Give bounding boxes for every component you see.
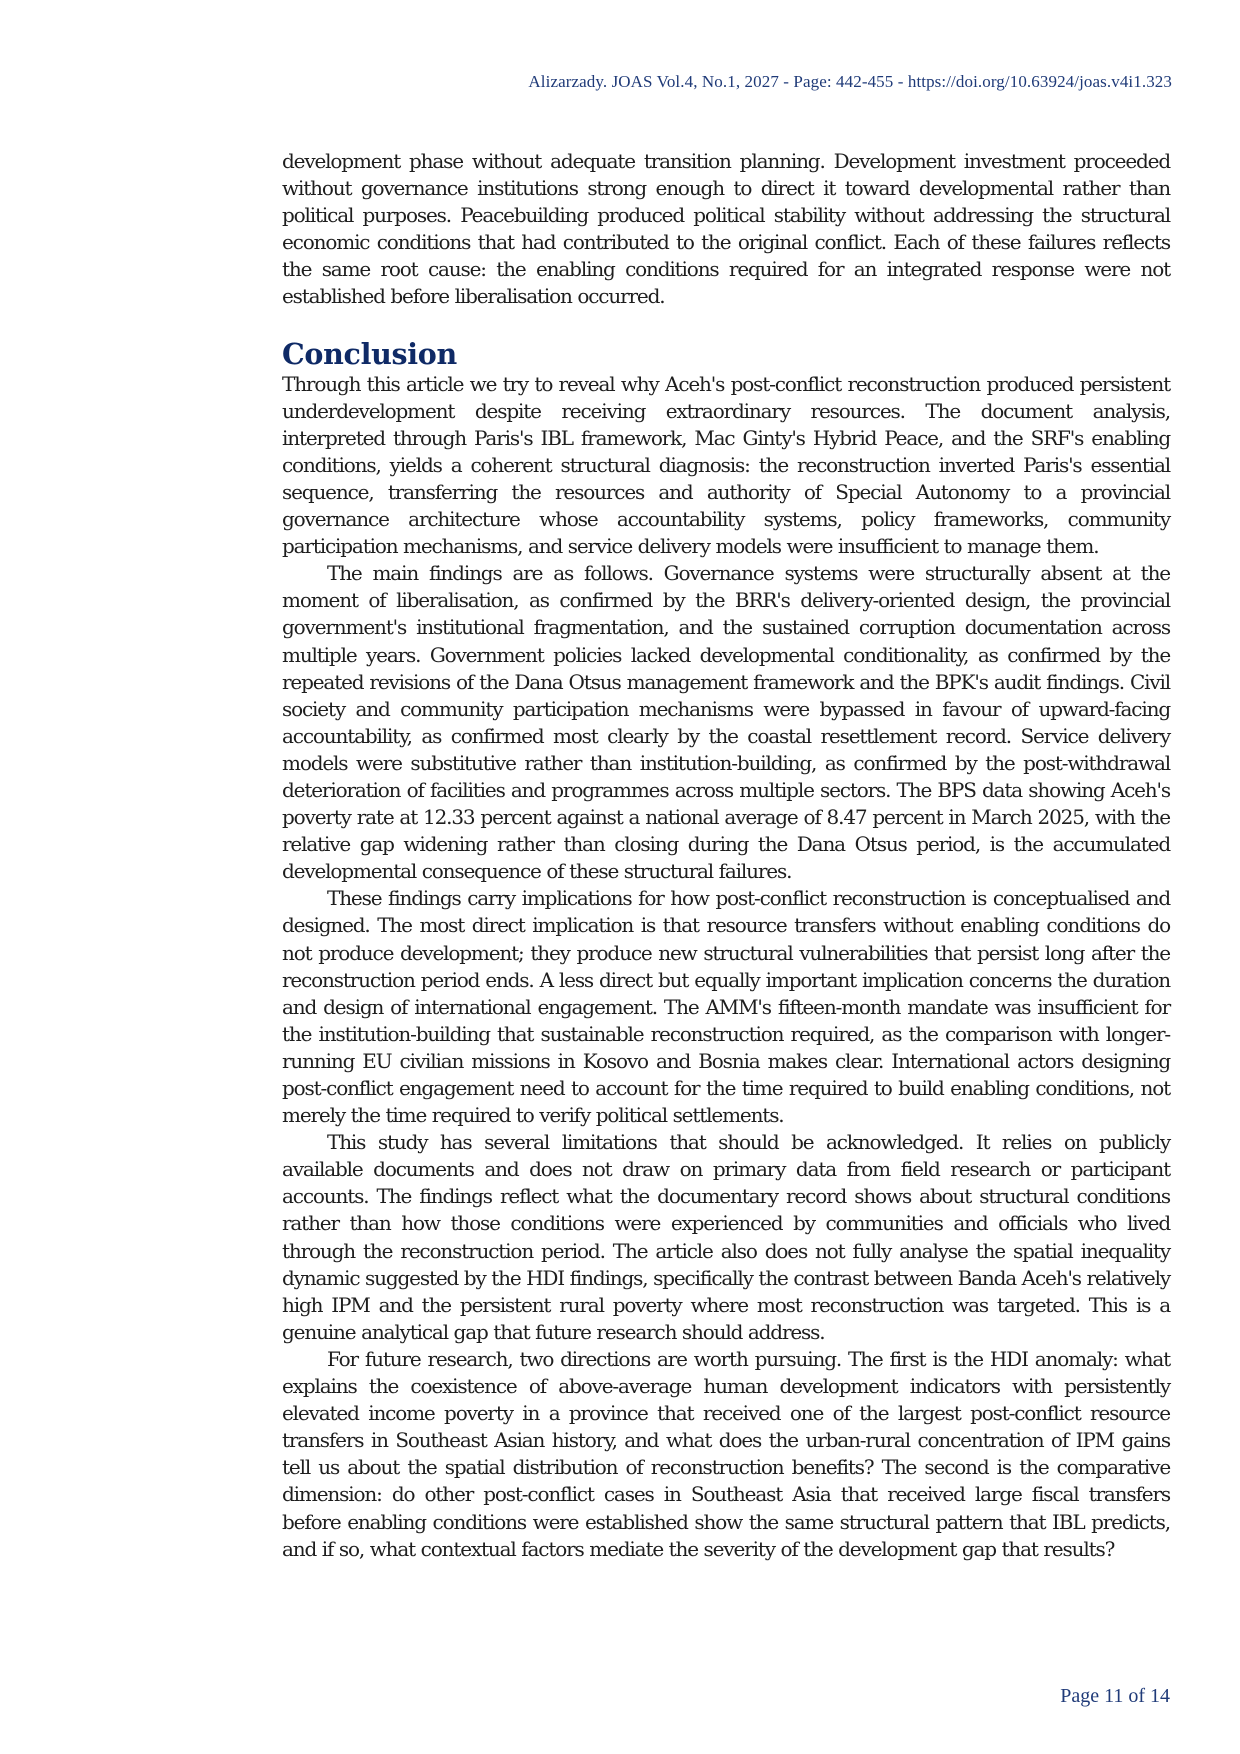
conclusion-paragraph-1: Through this article we try to reveal why Aceh's post-conflict reconstruction produced persistent underdevelopment despite receiving extraordinary resources. The document analysis, interpreted through Paris's IBL framework, Mac Ginty's Hybrid Peace, and the SRF's enabling conditions, yields a coherent structural diagnosis: the reconstruction inverted Paris's essential sequence, transferring the resources and authority of Special Autonomy to a provincial governance architecture whose accountability systems, policy frameworks, community participation mechanisms, and service delivery models were insufficient to manage them. (282, 371, 1170, 559)
article-body (282, 148, 1170, 1563)
conclusion-paragraph-4: This study has several limitations that should be acknowledged. It relies on publicly available documents and does not draw on primary data from field research or participant accounts. The findings reflect what the documentary record shows about structural conditions rather than how those conditions were experienced by communities and officials who lived through the reconstruction period. The article also does not fully analyse the spatial inequality dynamic suggested by the HDI findings, specifically the contrast between Banda Aceh's relatively high IPM and the persistent rural poverty where most reconstruction was targeted. This is a genuine analytical gap that future research should address. (282, 1130, 1170, 1344)
conclusion-paragraph-2: The main findings are as follows. Governance systems were structurally absent at the moment of liberalisation, as confirmed by the BRR's delivery-oriented design, the provincial government's institutional fragmentation, and the sustained corruption documentation across multiple years. Government policies lacked developmental conditionality, as confirmed by the repeated revisions of the Dana Otsus management framework and the BPK's audit findings. Civil society and community participation mechanisms were bypassed in favour of upward-facing accountability, as confirmed most clearly by the coastal resettlement record. Service delivery models were substitutive rather than institution-building, as confirmed by the post-withdrawal deterioration of facilities and programmes across multiple sectors. The BPS data showing Aceh's poverty rate at 12.33 percent against a national average of 8.47 percent in March 2025, with the relative gap widening rather than closing during the Dana Otsus period, is the accumulated developmental consequence of these structural failures. (282, 561, 1170, 884)
page-number: Page 11 of 14 (1060, 1685, 1170, 1707)
section-heading-conclusion: Conclusion (282, 336, 457, 371)
conclusion-paragraph-5: For future research, two directions are worth pursuing. The first is the HDI anomaly: what explains the coexistence of above-average human development indicators with persistently elevated income poverty in a province that received one of the largest post-conflict resource transfers in Southeast Asian history, and what does the urban-rural concentration of IPM gains tell us about the spatial distribution of reconstruction benefits? The second is the comparative dimension: do other post-conflict cases in Southeast Asia that received large fiscal transfers before enabling conditions were established show the same structural pattern that IBL predicts, and if so, what contextual factors mediate the severity of the development gap that results? (282, 1346, 1170, 1561)
intro-paragraph: development phase without adequate transition planning. Development investment proceeded without governance institutions strong enough to direct it toward developmental rather than political purposes. Peacebuilding produced political stability without addressing the structural economic conditions that had contributed to the original conflict. Each of these failures reflects the same root cause: the enabling conditions required for an integrated response were not established before liberalisation occurred. (282, 149, 1170, 309)
running-header: Alizarzady. JOAS Vol.4, No.1, 2027 - Page: 442-455 - https://doi.org/10.63924/joas.v4i1.323 (528, 72, 1172, 91)
conclusion-paragraph-3: These findings carry implications for how post-conflict reconstruction is conceptualised and designed. The most direct implication is that resource transfers without enabling conditions do not produce development; they produce new structural vulnerabilities that persist long after the reconstruction period ends. A less direct but equally important implication concerns the duration and design of international engagement. The AMM's fifteen-month mandate was insufficient for the institution-building that sustainable reconstruction required, as the comparison with longer-running EU civilian missions in Kosovo and Bosnia makes clear. International actors designing post-conflict engagement need to account for the time required to build enabling conditions, not merely the time required to verify political settlements. (282, 886, 1170, 1128)
